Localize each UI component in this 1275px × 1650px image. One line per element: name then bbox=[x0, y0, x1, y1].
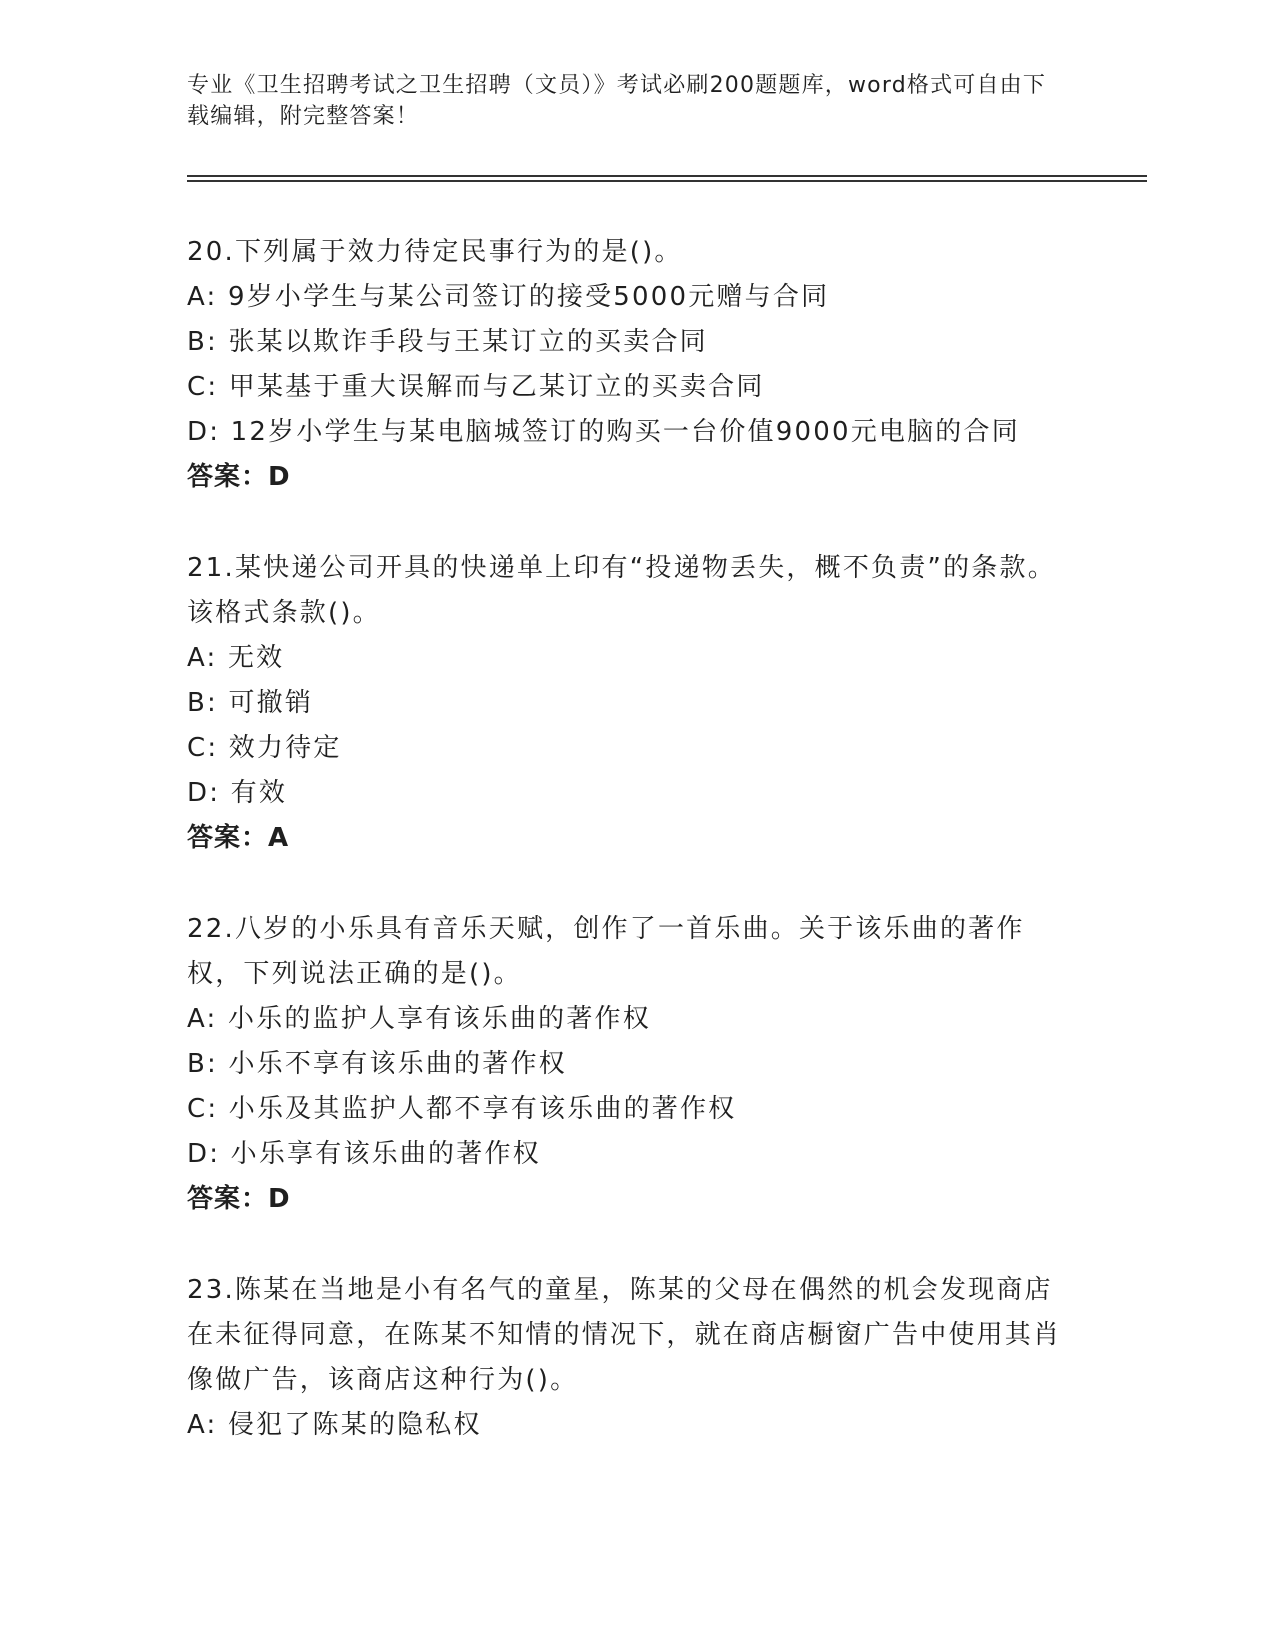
question-item bbox=[187, 230, 1077, 500]
question-stem: 22.八岁的小乐具有音乐天赋，创作了一首乐曲。关于该乐曲的著作权，下列说法正确的是()。 bbox=[187, 914, 1025, 989]
question-item bbox=[187, 546, 1077, 861]
divider-line-top bbox=[187, 175, 1147, 177]
option-c: C: 小乐及其监护人都不享有该乐曲的著作权 bbox=[187, 1094, 737, 1124]
divider-line-bottom bbox=[187, 180, 1147, 182]
option-a: A: 9岁小学生与某公司签订的接受5000元赠与合同 bbox=[187, 282, 830, 312]
question-list bbox=[187, 230, 1077, 1494]
option-c: C: 甲某基于重大误解而与乙某订立的买卖合同 bbox=[187, 372, 765, 402]
answer-line: 答案：D bbox=[187, 462, 291, 492]
option-a: A: 小乐的监护人享有该乐曲的著作权 bbox=[187, 1004, 651, 1034]
header-divider bbox=[187, 175, 1147, 182]
answer-line: 答案：A bbox=[187, 823, 290, 853]
option-c: C: 效力待定 bbox=[187, 733, 342, 763]
question-stem: 21.某快递公司开具的快递单上印有“投递物丢失，概不负责”的条款。该格式条款()。 bbox=[187, 553, 1056, 628]
option-a: A: 侵犯了陈某的隐私权 bbox=[187, 1410, 482, 1440]
answer-line: 答案：D bbox=[187, 1184, 291, 1214]
question-stem: 23.陈某在当地是小有名气的童星，陈某的父母在偶然的机会发现商店在未征得同意，在陈某不知情的情况下，就在商店橱窗广告中使用其肖像做广告，该商店这种行为()。 bbox=[187, 1275, 1062, 1395]
option-b: B: 可撤销 bbox=[187, 688, 314, 718]
question-item bbox=[187, 1268, 1077, 1448]
question-item bbox=[187, 907, 1077, 1222]
option-b: B: 张某以欺诈手段与王某订立的买卖合同 bbox=[187, 327, 708, 357]
option-b: B: 小乐不享有该乐曲的著作权 bbox=[187, 1049, 567, 1079]
question-stem: 20.下列属于效力待定民事行为的是()。 bbox=[187, 237, 683, 267]
document-header: 专业《卫生招聘考试之卫生招聘（文员）》考试必刷200题题库，word格式可自由下载编辑，附完整答案！ bbox=[187, 73, 1047, 129]
option-d: D: 有效 bbox=[187, 778, 288, 808]
option-a: A: 无效 bbox=[187, 643, 285, 673]
option-d: D: 小乐享有该乐曲的著作权 bbox=[187, 1139, 541, 1169]
option-d: D: 12岁小学生与某电脑城签订的购买一台价值9000元电脑的合同 bbox=[187, 417, 1020, 447]
